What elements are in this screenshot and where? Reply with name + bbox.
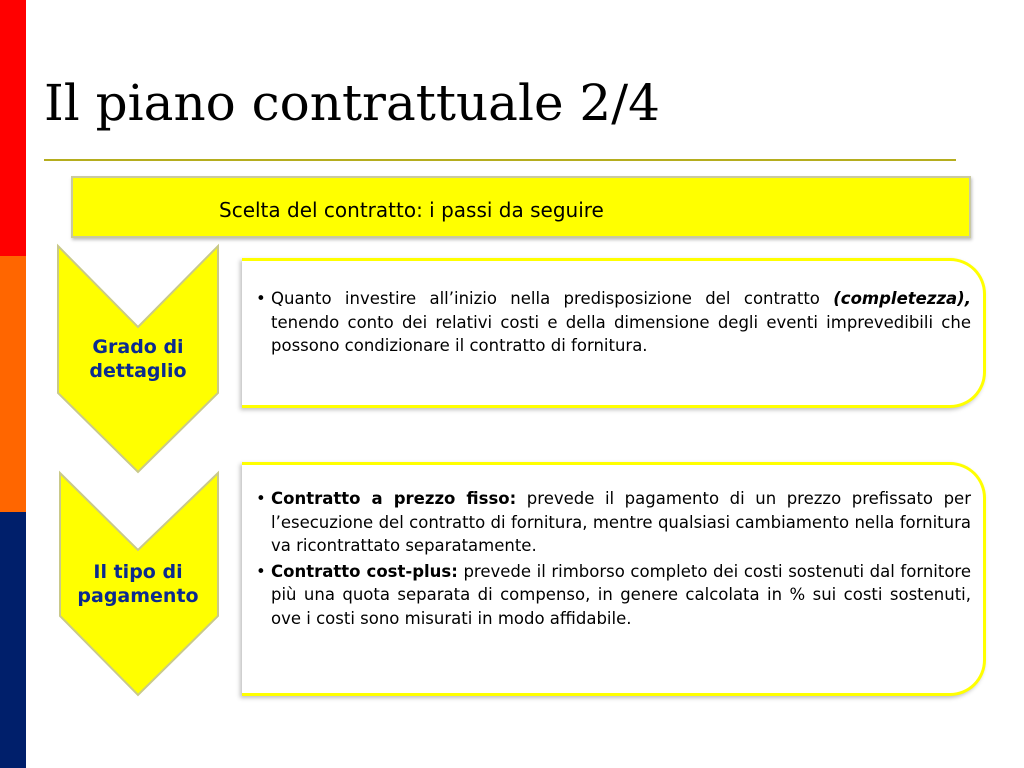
step-chevron-detail (52, 243, 224, 475)
page-title: Il piano contrattuale 2/4 (44, 74, 660, 132)
step-label-line: Il tipo di (93, 561, 183, 583)
step-chevron-payment (52, 470, 224, 698)
banner-text: Scelta del contratto: i passi da seguire (219, 198, 604, 222)
step-label-line: dettaglio (89, 360, 187, 382)
bullet-dot: • (256, 489, 266, 508)
bullet-item (256, 560, 971, 631)
step-card-detail (242, 258, 986, 408)
step-label-line: Grado di (92, 336, 184, 358)
bullet-dot: • (256, 561, 266, 581)
banner (71, 176, 971, 238)
step-card-payment (242, 462, 986, 696)
bullet-text: prevede il rimborso completo dei costi sostenuti dal fornitore più una quota separata di compenso, in genere calcolata in % sui costi sostenuti, ove i costi sono misurati in modo affidabile. (271, 561, 972, 628)
side-bar-navy (0, 512, 26, 768)
bullet-item (256, 287, 971, 358)
bullet-term: Contratto cost-plus: (271, 561, 458, 581)
bullet-rest-text: tenendo conto dei relativi costi e della dimensione degli eventi imprevedibili che possono condizionare il contratto di fornitura. (271, 312, 971, 355)
card-body (256, 287, 971, 358)
side-bar-red (0, 0, 26, 256)
side-bar-orange (0, 256, 26, 512)
card-body (256, 487, 971, 630)
step-label-line: pagamento (77, 585, 199, 607)
bullet-dot: • (256, 289, 266, 308)
title-divider (44, 159, 956, 161)
step-label-detail (52, 335, 224, 383)
step-label-payment (52, 560, 224, 608)
bullet-text: prevede il pagamento di un prezzo prefissato per l’esecuzione del contratto di fornitura, mentre qualsiasi cambiamento nella fornitura va ricontrattato separatamente. (271, 489, 971, 555)
bullet-item (256, 487, 971, 558)
bullet-lead-text: Quanto investire all’inizio nella predisposizione del contratto (271, 289, 834, 308)
bullet-term: Contratto a prezzo fisso: (271, 489, 517, 508)
bullet-emphasis: (completezza), (833, 289, 971, 308)
